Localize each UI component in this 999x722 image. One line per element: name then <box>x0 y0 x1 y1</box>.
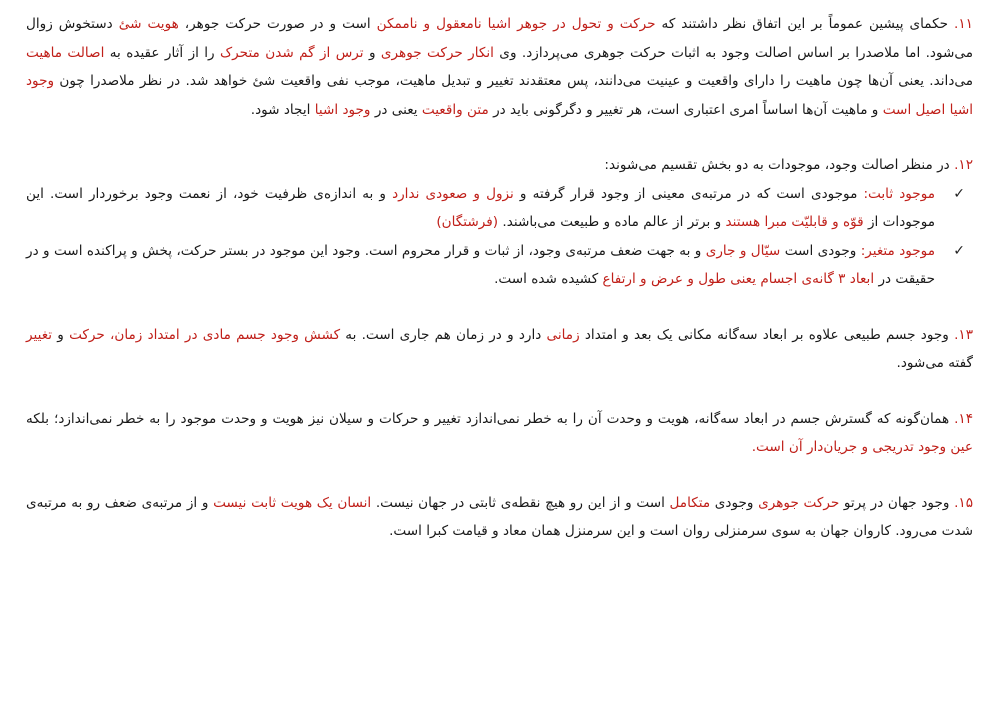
text-run: می‌داند. یعنی آن‌ها چون ماهیت را دارای واقعیت و عینیت می‌دانند، پس معتقدند تغییر و تبدیل ماهیت، موجب نفی واقعیت شئ خواهد شد. در نظر ملاصدرا چون <box>54 73 973 89</box>
paragraph-number: ۱۲. <box>954 157 973 173</box>
paragraph-number: ۱۱. <box>954 16 973 32</box>
text-run: موجودی است که در مرتبه‌ی معینی از وجود قرار گرفته و <box>513 185 864 202</box>
text-run: است و از این رو هیچ نقطه‌ی ثابتی در جهان نیست. <box>371 494 670 511</box>
text-run: حکمای پیشین عموماً بر این اتفاق نظر داشتند که <box>655 16 955 32</box>
text-run: وجود جهان در پرتو <box>839 494 955 511</box>
text-run: و ماهیت آن‌ها اساساً امری اعتباری است، هر تغییر و دگرگونی باید در <box>488 101 883 118</box>
highlighted-phrase: عین وجود تدریجی و جریان‌دار آن است. <box>751 439 973 455</box>
text-run: و به اندازه‌ی ظرفیت خود، از نعمت وجود برخوردار است. این موجودات از <box>26 185 935 230</box>
list-item-text <box>26 243 935 288</box>
highlighted-phrase: متکامل <box>669 494 711 511</box>
text-run: همان‌گونه که گسترش جسم در ابعاد سه‌گانه، هویت و وحدت آن را به خطر نمی‌اندازد تغییر و حرکات و سیلان نیز هویت و وحدت موجود را به خطر نمی‌اندازد؛ بلکه <box>26 410 955 427</box>
paragraph-number: ۱۴. <box>954 410 973 427</box>
text-run: وجودی <box>710 494 759 511</box>
paragraph-body: در منظر اصالت وجود، موجودات به دو بخش تقسیم می‌شوند: <box>604 157 955 173</box>
text-run: و <box>363 44 381 61</box>
highlighted-phrase: وجود اشیا اصیل است <box>26 73 973 118</box>
highlighted-phrase: نزول و صعودی ندارد <box>392 185 514 202</box>
highlighted-phrase: (فرشتگان) <box>436 214 499 230</box>
highlighted-phrase: موجود ثابت: <box>863 185 935 202</box>
text-run: ایجاد شود. <box>250 101 315 118</box>
text-run: یعنی در <box>370 101 422 118</box>
text-run: کشیده شده است. <box>494 271 603 287</box>
list-item-text <box>26 186 935 231</box>
paragraph-body <box>26 327 973 372</box>
highlighted-phrase: حرکت و تحول در جوهر اشیا نامعقول و ناممکن <box>376 16 656 32</box>
highlighted-phrase: اصالت ماهیت <box>26 44 105 61</box>
text-run: و برتر از عالم ماده و طبیعت می‌باشند. <box>498 214 726 230</box>
paragraph-body <box>26 495 973 540</box>
paragraph-body <box>26 411 973 456</box>
text-run: گفته می‌شود. <box>896 355 973 371</box>
paragraph-body <box>26 16 973 118</box>
paragraph-number: ۱۳. <box>954 326 973 343</box>
highlighted-phrase: ابعاد ۳ گانه‌ی اجسام یعنی طول و عرض و ارتفاع <box>602 271 875 287</box>
paragraph-13 <box>26 321 973 378</box>
list-item-changing-being <box>26 237 973 294</box>
highlighted-phrase: تغییر <box>26 326 53 343</box>
paragraph-15 <box>26 489 973 546</box>
text-run: دستخوش زوال می‌شود. اما ملاصدرا بر اساس اصالت وجود به اثبات حرکت جوهری می‌پردازد. وی <box>26 16 974 61</box>
highlighted-phrase: موجود متغیر: <box>860 242 935 259</box>
paragraph-14 <box>26 405 973 462</box>
highlighted-phrase: هویت شئ <box>118 16 179 32</box>
highlighted-phrase: زمانی <box>546 326 580 343</box>
highlighted-phrase: کشش وجود جسم مادی در امتداد زمان، حرکت <box>69 326 341 343</box>
highlighted-phrase: انسان یک هویت ثابت نیست <box>213 494 372 511</box>
checkmark-icon: ✓ <box>953 242 965 259</box>
paragraph-number: ۱۵. <box>954 494 974 511</box>
text-run: وجودی است <box>780 242 861 259</box>
text-run: و به جهت ضعف مرتبه‌ی وجود، از ثبات و قرار محروم است. وجود این موجود در بستر حرکت، پخش و پراکنده است و در حقیقت در <box>26 242 935 287</box>
text-run: و <box>52 326 70 343</box>
highlighted-phrase: حرکت جوهری <box>758 494 840 511</box>
checkmark-icon: ✓ <box>953 185 965 202</box>
text-run: وجود جسم طبیعی علاوه بر ابعاد سه‌گانه مکانی یک بعد و امتداد <box>579 326 955 343</box>
highlighted-phrase: وجود اشیا <box>314 101 371 118</box>
highlighted-phrase: قوّه و قابلیّت مبرا هستند <box>725 214 864 230</box>
paragraph-12-intro <box>26 151 973 180</box>
text-run: را از آثار عقیده به <box>104 44 221 61</box>
highlighted-phrase: متن واقعیت <box>421 101 489 118</box>
text-run: دارد و در زمان هم جاری است. به <box>340 326 547 343</box>
text-run: و از مرتبه‌ی ضعف رو به مرتبه‌ی شدت می‌رود. کاروان جهان به سوی سرمنزلی روان است و این سرمنزل همان معاد و قیامت کبرا است. <box>26 494 973 539</box>
check-list <box>26 180 973 294</box>
paragraph-11 <box>26 10 973 124</box>
highlighted-phrase: انکار حرکت جوهری <box>380 44 494 61</box>
highlighted-phrase: سیّال و جاری <box>705 242 781 259</box>
highlighted-phrase: ترس از گم شدن متحرک <box>220 44 364 61</box>
list-item-fixed-being <box>26 180 973 237</box>
text-run: است و در صورت حرکت جوهر، <box>178 16 377 32</box>
